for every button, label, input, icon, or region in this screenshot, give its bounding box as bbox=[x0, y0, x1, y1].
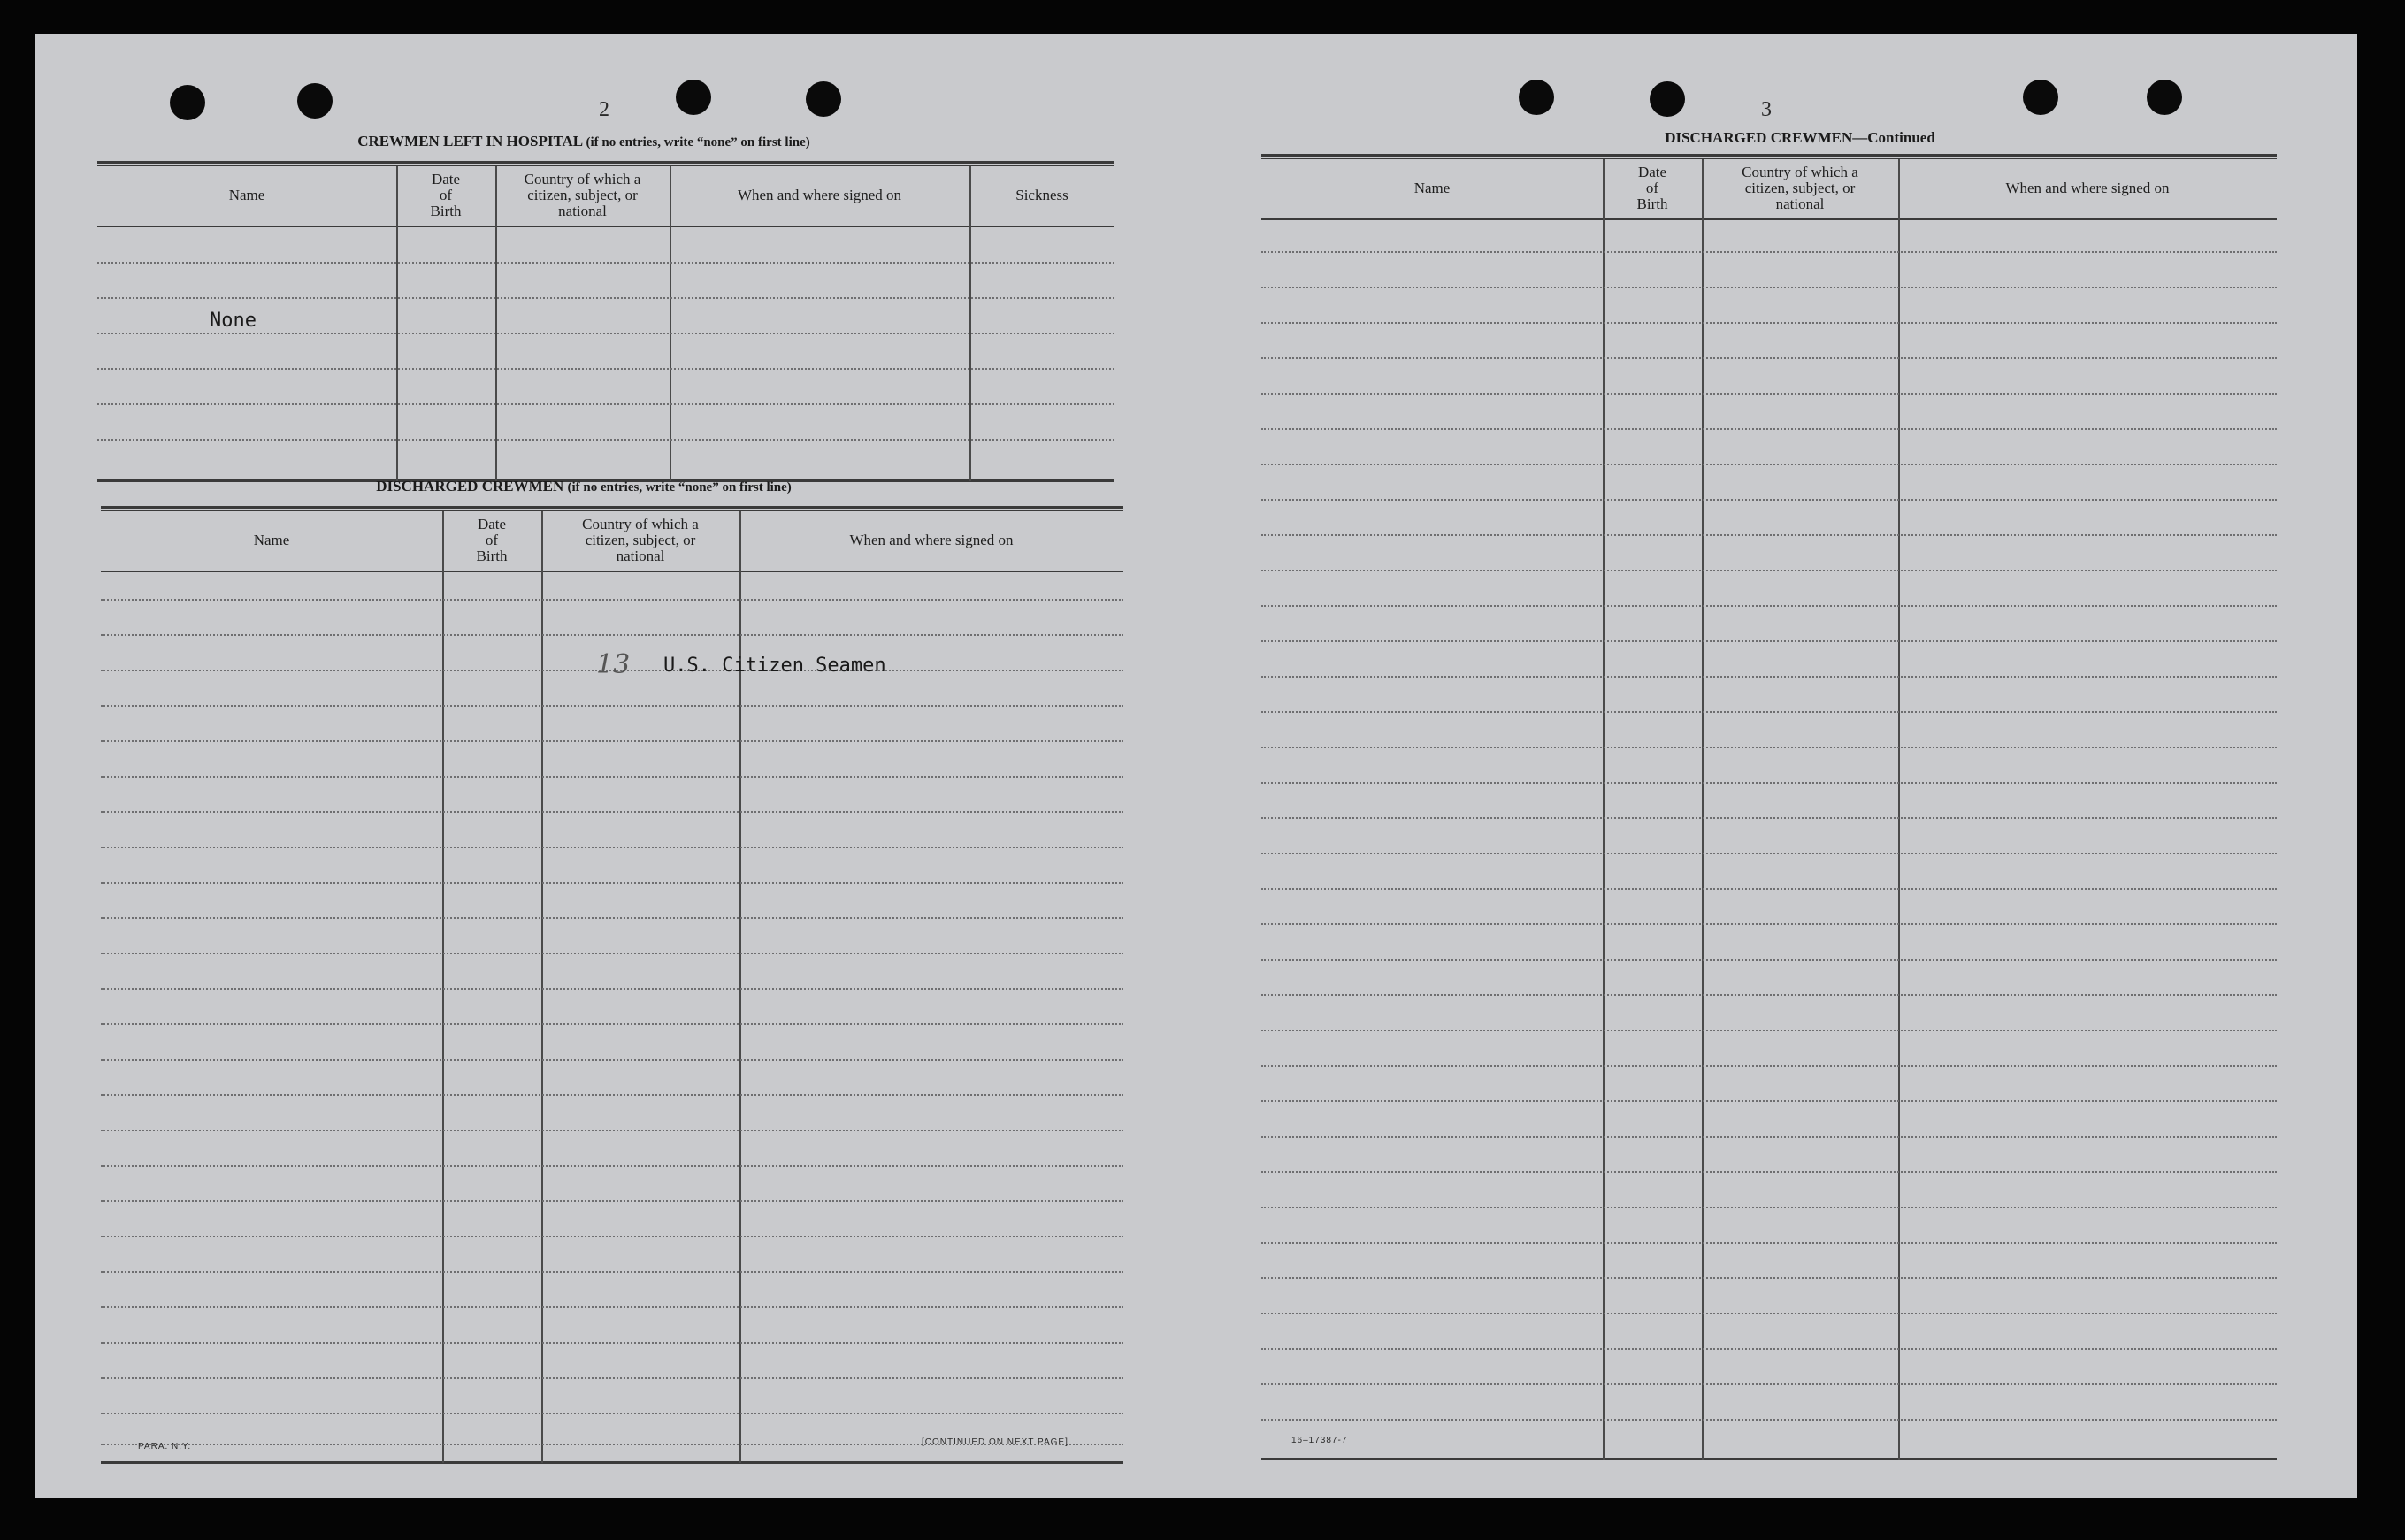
discharged-section-title bbox=[97, 478, 1070, 495]
discharged-col-name: Name bbox=[253, 532, 290, 548]
discharged-table bbox=[101, 506, 1123, 1467]
discharged-col-country: Country of which a citizen, subject, or national bbox=[582, 516, 699, 564]
punch-hole bbox=[170, 85, 205, 120]
page-number-right: 3 bbox=[1761, 98, 1772, 121]
discharged-title-text: DISCHARGED CREWMEN bbox=[376, 478, 564, 494]
footer-continued: [CONTINUED ON NEXT PAGE] bbox=[922, 1437, 1068, 1447]
right-col-signed-on: When and where signed on bbox=[2005, 180, 2170, 196]
discharged-col-dob: Date of Birth bbox=[476, 516, 508, 564]
punch-hole bbox=[297, 83, 333, 119]
hospital-title-text: CREWMEN LEFT IN HOSPITAL bbox=[357, 133, 583, 149]
discharged-subtitle-text: (if no entries, write “none” on first line) bbox=[567, 480, 792, 494]
discharged-entry-text: U.S. Citizen Seamen bbox=[663, 655, 886, 677]
discharged-continued-table bbox=[1261, 154, 2277, 1463]
hospital-section-title bbox=[97, 133, 1070, 150]
footer-printer-mark: PARA. N.Y. bbox=[138, 1442, 192, 1452]
hospital-col-dob: Date of Birth bbox=[430, 171, 462, 219]
right-title-text: DISCHARGED CREWMEN bbox=[1665, 129, 1853, 146]
punch-hole bbox=[2147, 80, 2182, 115]
right-col-name: Name bbox=[1413, 180, 1451, 196]
punch-hole bbox=[806, 81, 841, 117]
right-title-suffix: —Continued bbox=[1852, 129, 1935, 146]
hospital-col-signed-on: When and where signed on bbox=[737, 187, 902, 203]
footer-form-code: 16–17387-7 bbox=[1291, 1436, 1348, 1445]
right-col-country: Country of which a citizen, subject, or national bbox=[1742, 164, 1858, 212]
hospital-entry-none: None bbox=[210, 310, 257, 332]
punch-hole bbox=[676, 80, 711, 115]
hospital-col-country: Country of which a citizen, subject, or national bbox=[524, 171, 641, 219]
discharged-entry-count: 13 bbox=[596, 649, 631, 680]
punch-hole bbox=[2023, 80, 2058, 115]
punch-hole bbox=[1650, 81, 1685, 117]
right-col-dob: Date of Birth bbox=[1636, 164, 1668, 212]
hospital-table bbox=[97, 161, 1114, 485]
hospital-col-sickness: Sickness bbox=[1015, 187, 1068, 203]
page-number-left: 2 bbox=[599, 98, 609, 121]
punch-hole bbox=[1519, 80, 1554, 115]
manifest-sheet bbox=[35, 34, 2357, 1498]
hospital-subtitle-text: (if no entries, write “none” on first line) bbox=[586, 135, 810, 149]
discharged-col-signed-on: When and where signed on bbox=[849, 532, 1014, 548]
hospital-col-name: Name bbox=[228, 187, 265, 203]
right-section-title bbox=[1291, 129, 2309, 147]
